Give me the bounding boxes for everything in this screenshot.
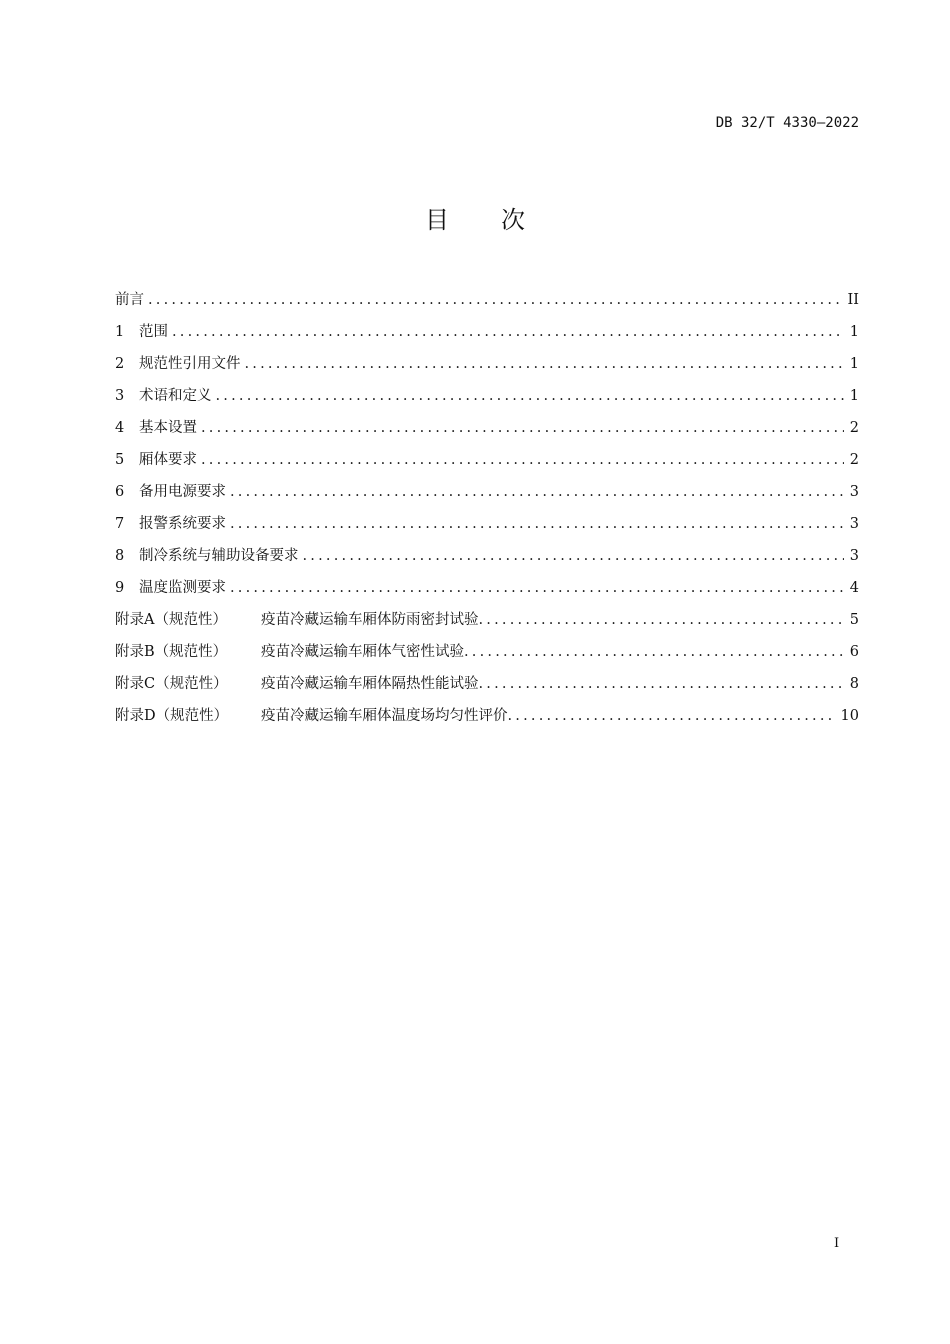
toc-entry[interactable] — [115, 416, 859, 448]
page-number: I — [834, 1236, 840, 1251]
toc-entry-number: 9 — [115, 580, 125, 596]
dot-leader — [230, 580, 844, 596]
toc-entry-number: 5 — [115, 452, 125, 468]
toc-entry-page: 2 — [849, 452, 859, 468]
dot-leader — [201, 452, 844, 468]
dot-leader — [230, 484, 844, 500]
toc-appendix-entry[interactable] — [115, 672, 859, 704]
toc-entry[interactable] — [115, 512, 859, 544]
toc-entry-label: 报警系统要求 — [139, 516, 226, 532]
toc-entry-label: 前言 — [115, 292, 144, 308]
dot-leader — [479, 676, 844, 692]
toc-entry-label: 术语和定义 — [139, 388, 212, 404]
dot-leader — [201, 420, 844, 436]
toc-entry-page: 5 — [849, 612, 859, 628]
toc-appendix-entry[interactable] — [115, 704, 859, 736]
dot-leader — [464, 644, 844, 660]
toc-entry-page: II — [847, 292, 859, 308]
toc-entry-label: 温度监测要求 — [139, 580, 226, 596]
toc-entry-number: 6 — [115, 484, 125, 500]
toc-entry-label: 制冷系统与辅助设备要求 — [139, 548, 299, 564]
toc-entry-page: 4 — [849, 580, 859, 596]
toc-entry-label: 厢体要求 — [139, 452, 197, 468]
toc-entry-page: 1 — [849, 324, 859, 340]
toc-entry-page: 1 — [849, 388, 859, 404]
toc-entry-label: 规范性引用文件 — [139, 356, 241, 372]
dot-leader — [303, 548, 844, 564]
dot-leader — [479, 612, 844, 628]
toc-entry[interactable] — [115, 384, 859, 416]
toc-appendix-entry[interactable] — [115, 640, 859, 672]
toc-entry-page: 10 — [840, 708, 859, 724]
appendix-title: 疫苗冷藏运输车厢体温度场均匀性评价 — [261, 708, 508, 724]
toc-entry[interactable] — [115, 288, 859, 320]
appendix-title: 疫苗冷藏运输车厢体气密性试验 — [261, 644, 464, 660]
appendix-title: 疫苗冷藏运输车厢体防雨密封试验 — [261, 612, 479, 628]
toc-entry-page: 2 — [849, 420, 859, 436]
toc-entry[interactable] — [115, 352, 859, 384]
dot-leader — [216, 388, 844, 404]
document-number: DB 32/T 4330—2022 — [715, 115, 859, 131]
toc-entry[interactable] — [115, 576, 859, 608]
appendix-prefix: 附录C（规范性） — [115, 676, 228, 692]
toc-appendix-entry[interactable] — [115, 608, 859, 640]
toc-entry-number: 8 — [115, 548, 125, 564]
toc-entry-number: 1 — [115, 324, 125, 340]
toc-entry-number: 7 — [115, 516, 125, 532]
toc-entry-page: 3 — [849, 516, 859, 532]
toc-entry[interactable] — [115, 480, 859, 512]
toc-entry[interactable] — [115, 448, 859, 480]
dot-leader — [245, 356, 844, 372]
toc-entry-number: 4 — [115, 420, 125, 436]
toc-entry-label: 备用电源要求 — [139, 484, 226, 500]
table-of-contents — [115, 288, 859, 736]
toc-entry[interactable] — [115, 320, 859, 352]
page-title: 目次 — [425, 206, 577, 234]
toc-entry-page: 8 — [849, 676, 859, 692]
toc-entry-page: 3 — [849, 484, 859, 500]
dot-leader — [230, 516, 844, 532]
toc-entry-number: 2 — [115, 356, 125, 372]
appendix-prefix: 附录A（规范性） — [115, 612, 227, 628]
appendix-prefix: 附录B（规范性） — [115, 644, 228, 660]
toc-entry-page: 3 — [849, 548, 859, 564]
dot-leader — [172, 324, 844, 340]
dot-leader — [148, 292, 842, 308]
dot-leader — [508, 708, 835, 724]
toc-entry[interactable] — [115, 544, 859, 576]
appendix-title: 疫苗冷藏运输车厢体隔热性能试验 — [261, 676, 479, 692]
toc-entry-page: 6 — [849, 644, 859, 660]
toc-entry-page: 1 — [849, 356, 859, 372]
toc-entry-number: 3 — [115, 388, 125, 404]
toc-entry-label: 基本设置 — [139, 420, 197, 436]
toc-entry-label: 范围 — [139, 324, 168, 340]
appendix-prefix: 附录D（规范性） — [115, 708, 229, 724]
